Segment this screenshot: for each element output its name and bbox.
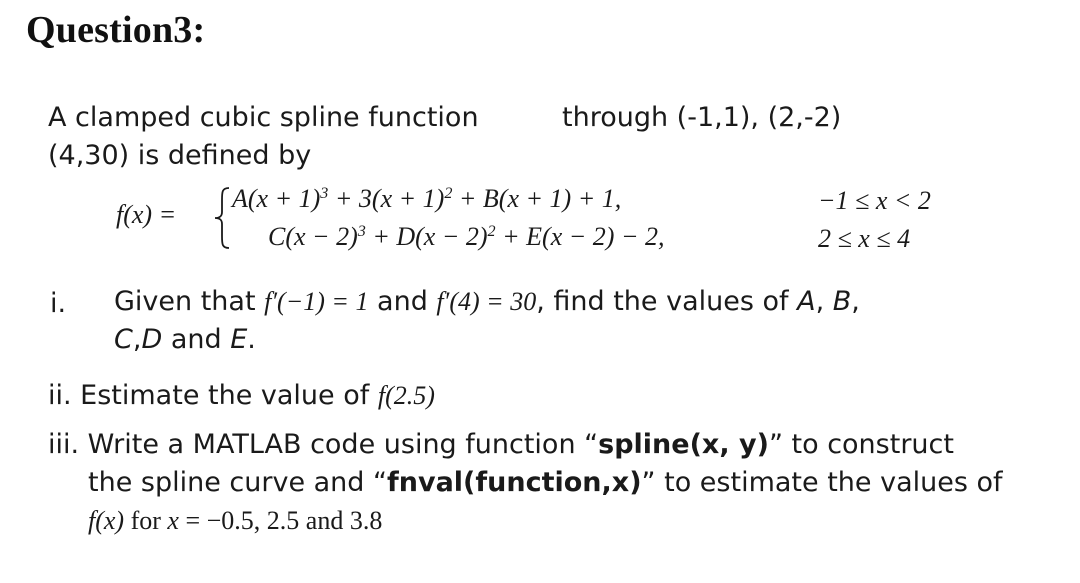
part-ii: ii. Estimate the value of f(2.5) <box>48 380 435 411</box>
part-iii-line-1: iii. Write a MATLAB code using function “spline(x, y)” to construct <box>48 429 954 460</box>
part-iii-line-3: f(x) for x = −0.5, 2.5 and 3.8 <box>88 506 383 535</box>
intro-line-2: (4,30) is defined by <box>48 140 312 171</box>
case-1-condition: −1 ≤ x < 2 <box>818 186 931 215</box>
intro-line-1b: through (-1,1), (2,-2) <box>562 102 842 133</box>
left-brace-icon <box>212 186 232 250</box>
question-title: Question3: <box>26 9 206 51</box>
part-i-marker: i. <box>50 288 67 319</box>
case-1-expression: $A(x + 1)^3 + 3(x + 1)^2 + B(x + 1) + 1$, <box>232 184 622 213</box>
part-i-line-1: Given that f′(−1) = 1 and f′(4) = 30, find the values of A, B, <box>114 286 860 317</box>
part-iii-line-2: the spline curve and “fnval(function,x)” to estimate the values of <box>88 467 1003 498</box>
case-2-condition: 2 ≤ x ≤ 4 <box>818 224 911 253</box>
case-2-expression: $C(x - 2)^3 + D(x - 2)^2 + E(x - 2) - 2$, <box>268 222 665 251</box>
lhs-text: f(x) = <box>116 200 177 229</box>
intro-line-1a: A clamped cubic spline function <box>48 102 479 133</box>
piecewise-lhs <box>116 200 176 230</box>
part-i-line-2: C,D and E. <box>114 324 256 355</box>
